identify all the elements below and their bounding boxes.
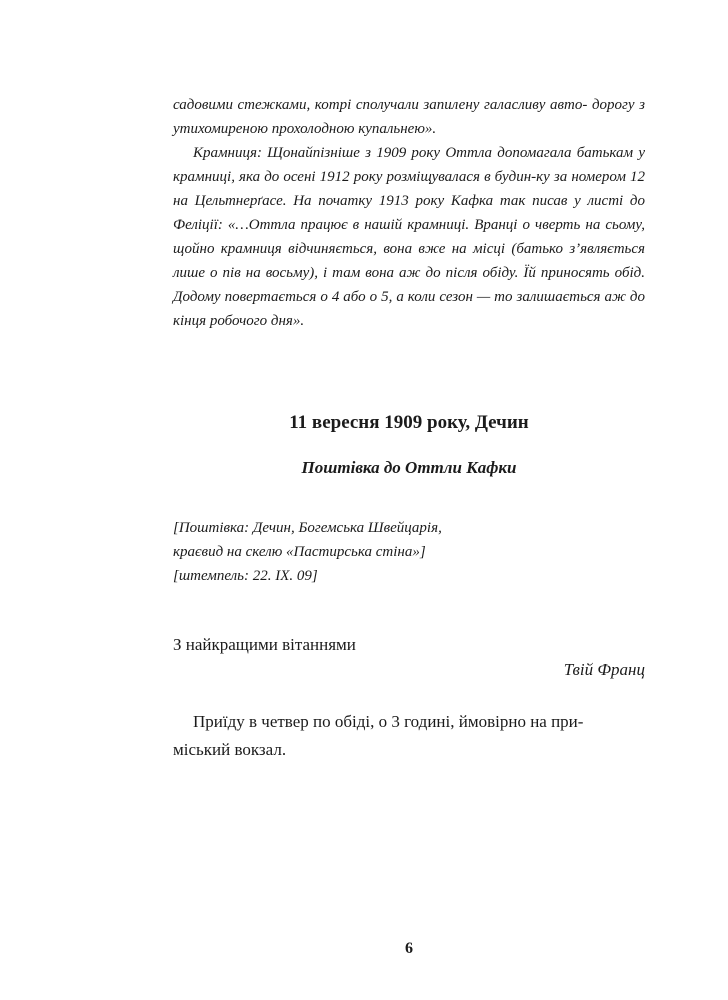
body-line: Приїду в четвер по обіді, о 3 годині, ймовірно на при- [193, 712, 584, 731]
letter-body [173, 708, 645, 764]
notes-paragraph-1 [173, 93, 645, 141]
letter-date-heading: 11 вересня 1909 року, Дечин [289, 412, 529, 433]
notes-line: так писав у листі до Феліції: «…Оттла працює в нашій крамниці. [173, 193, 646, 233]
notes-line: садовими стежками, котрі сполучали запилену галасливу авто- [173, 97, 588, 113]
notes-line: Крамниця: Щонайпізніше з 1909 року Оттла допомагала [193, 145, 572, 161]
letter-greeting: З найкращими вітаннями [173, 635, 356, 654]
notes-line: батькам у крамниці, яка до осені 1912 року розміщувалася в будин- [173, 145, 645, 185]
letter-subheading: Поштівка до Оттли Кафки [301, 458, 517, 477]
page-number: 6 [405, 940, 413, 957]
body-line: міський вокзал. [173, 740, 287, 759]
postcard-line: [Поштівка: Дечин, Богемська Швейцарія, [173, 520, 442, 536]
notes-line: а коли сезон — то залишається аж до кінця робочого дня». [173, 289, 646, 329]
postcard-description [173, 516, 645, 588]
postcard-line: краєвид на скелю «Пастирська стіна»] [173, 544, 426, 560]
notes-paragraph-2 [173, 141, 645, 333]
notes-line: Вранці о чверть на сьому, щойно крамниця відчиняється, вона вже [173, 217, 646, 257]
letter-signature: Твій Франц [563, 660, 645, 679]
notes-section [173, 93, 645, 333]
notes-line: на місці (батько з’являється лише о пів на восьму), і там вона аж [173, 241, 645, 281]
notes-line: ку за номером 12 на Цельтнерґасе. На початку 1913 року Кафка [173, 169, 645, 209]
notes-line: до після обіду. Їй приносять обід. Додому повертається о 4 або о 5, [173, 265, 646, 305]
notes-line: дорогу з утихомиреною прохолодною купальнею». [173, 97, 646, 137]
postcard-line: [штемпель: 22. IX. 09] [173, 568, 318, 584]
